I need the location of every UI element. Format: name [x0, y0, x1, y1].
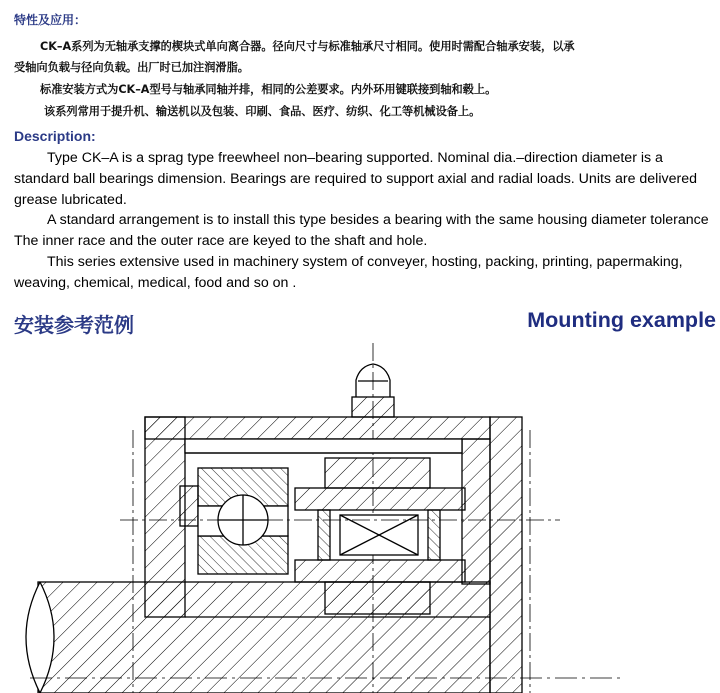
features-paragraph-1-line-2: 受轴向负载与径向负载。出厂时已加注润滑脂。: [14, 61, 249, 74]
description-paragraph-2: A standard arrangement is to install this type besides a bearing with the same housing diameter tolerance The inner race and the outer race are keyed to the shaft and hole.: [14, 212, 709, 249]
features-paragraph-1-line-1: CK–A系列为无轴承支撑的楔块式单向离合器。径向尺寸与标准轴承尺寸相同。使用时需配合轴承安装，以承: [40, 40, 575, 53]
features-paragraph-2: 标准安装方式为CK–A型号与轴承同轴并排，相同的公差要求。内外环用键联接到轴和毂上。: [40, 83, 497, 96]
features-heading-cn: 特性及应用：: [14, 13, 87, 27]
mounting-drawing: [0, 340, 720, 693]
ball-bearing: [198, 468, 288, 574]
shaft: [26, 582, 490, 693]
description-heading: Description:: [14, 128, 96, 144]
description-paragraph-1: Type CK–A is a sprag type freewheel non–bearing supported. Nominal dia.–direction diameter is a standard ball bearings dimension. Bearings are required to support axial and radial loads. Units are delivered grease lubricated.: [14, 150, 697, 208]
mounting-title-cn: 安装参考范例: [14, 313, 134, 337]
mounting-title-en: Mounting example: [527, 308, 716, 332]
features-paragraph-3: 该系列常用于提升机、输送机以及包装、印刷、食品、医疗、纺织、化工等机械设备上。: [44, 105, 481, 118]
description-paragraph-3: This series extensive used in machinery system of conveyer, hosting, packing, printing, papermaking, weaving, chemical, medical, food and so on .: [14, 254, 683, 291]
